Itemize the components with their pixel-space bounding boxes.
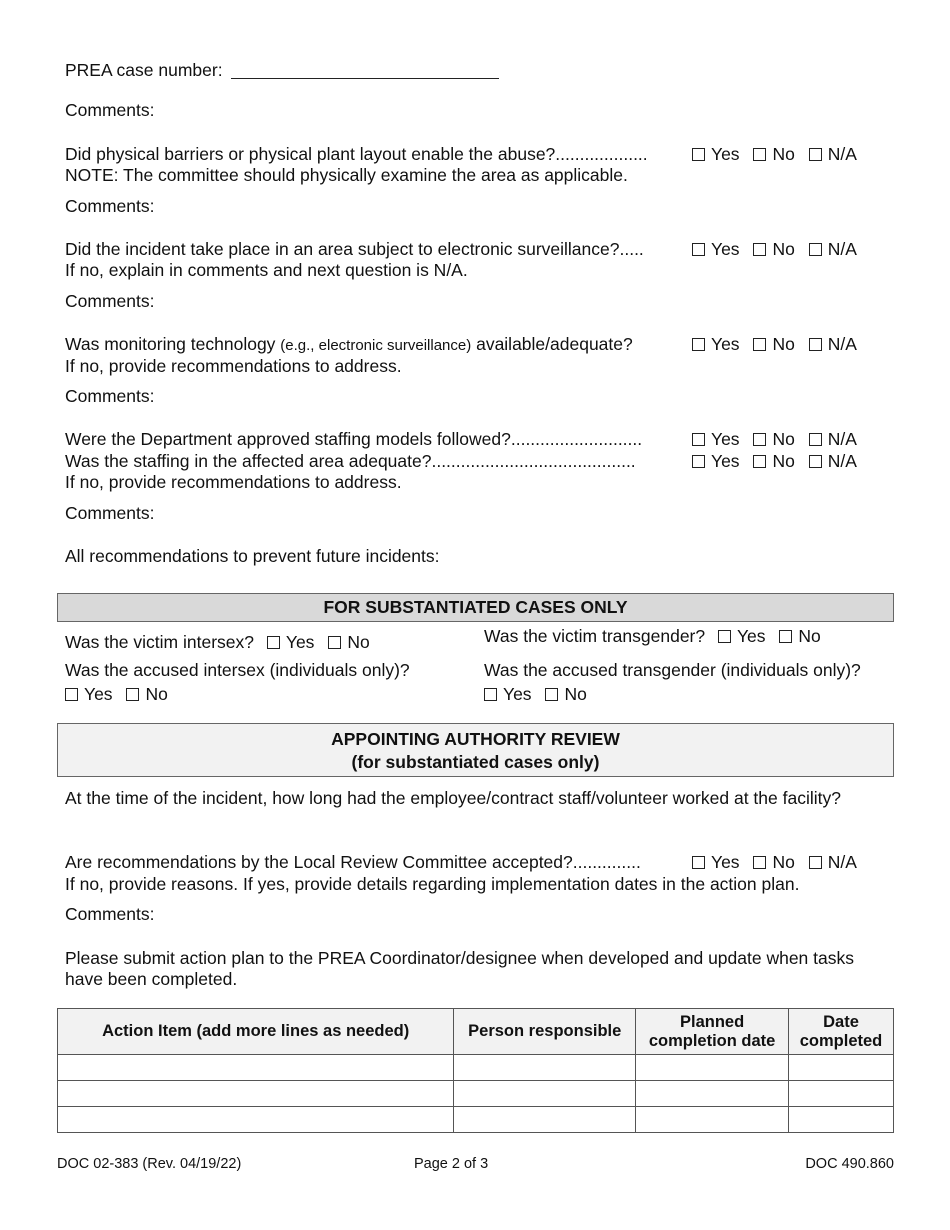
checkbox-icon[interactable] (779, 630, 792, 643)
options-recommendations-accepted (692, 852, 857, 873)
option-no[interactable]: No (753, 334, 794, 355)
option-no[interactable]: No (753, 144, 794, 165)
option-yes[interactable]: Yes (692, 429, 740, 450)
options-surveillance (692, 239, 857, 260)
completed-date-cell[interactable] (789, 1055, 894, 1081)
checkbox-icon[interactable] (65, 688, 78, 701)
option-no[interactable]: No (753, 239, 794, 260)
option-yes[interactable]: Yes (692, 451, 740, 472)
footer-policy-number: DOC 490.860 (805, 1156, 894, 1172)
checkbox-icon[interactable] (809, 455, 822, 468)
note-recommendations: If no, provide reasons. If yes, provide details regarding implementation dates in the action plan. (65, 874, 800, 894)
action-plan-table (57, 1008, 894, 1133)
checkbox-icon[interactable] (692, 243, 705, 256)
accused-intersex-options (65, 684, 168, 705)
option-na[interactable]: N/A (809, 852, 857, 873)
question-staffing-models: Were the Department approved staffing models followed?........................... (65, 429, 643, 449)
option-no[interactable]: No (126, 684, 167, 705)
case-number-row (65, 60, 499, 81)
comments-label: Comments: (65, 503, 155, 523)
recommendations-label: All recommendations to prevent future incidents: (65, 546, 440, 566)
checkbox-icon[interactable] (545, 688, 558, 701)
appointing-authority-title: APPOINTING AUTHORITY REVIEW (331, 729, 620, 749)
table-row (58, 1055, 894, 1081)
checkbox-icon[interactable] (753, 243, 766, 256)
checkbox-icon[interactable] (753, 433, 766, 446)
checkbox-icon[interactable] (753, 338, 766, 351)
question-physical-barriers: Did physical barriers or physical plant layout enable the abuse?................... (65, 144, 648, 164)
options-staffing-models (692, 429, 857, 450)
option-no[interactable]: No (753, 429, 794, 450)
planned-date-cell[interactable] (636, 1055, 789, 1081)
question-recommendations-accepted: Are recommendations by the Local Review Committee accepted?.............. (65, 852, 641, 872)
victim-intersex-row (65, 632, 370, 653)
option-yes[interactable]: Yes (692, 239, 740, 260)
header-person-responsible: Person responsible (454, 1009, 636, 1055)
checkbox-icon[interactable] (809, 243, 822, 256)
option-yes[interactable]: Yes (65, 684, 113, 705)
option-na[interactable]: N/A (809, 334, 857, 355)
victim-transgender-question: Was the victim transgender? (484, 626, 706, 646)
checkbox-icon[interactable] (484, 688, 497, 701)
completed-date-cell[interactable] (789, 1081, 894, 1107)
option-yes[interactable]: Yes (267, 632, 315, 653)
option-na[interactable]: N/A (809, 239, 857, 260)
options-staffing-adequate (692, 451, 857, 472)
option-yes[interactable]: Yes (692, 334, 740, 355)
comments-label: Comments: (65, 100, 155, 120)
submit-instructions: Please submit action plan to the PREA Coordinator/designee when developed and update when tasks have been completed. (65, 948, 854, 989)
option-yes[interactable]: Yes (692, 852, 740, 873)
header-action-item: Action Item (add more lines as needed) (58, 1009, 454, 1055)
note-staffing: If no, provide recommendations to address. (65, 472, 402, 492)
option-na[interactable]: N/A (809, 429, 857, 450)
option-no[interactable]: No (753, 852, 794, 873)
action-item-cell[interactable] (58, 1055, 454, 1081)
planned-date-cell[interactable] (636, 1107, 789, 1133)
options-physical-barriers (692, 144, 857, 165)
appointing-authority-subtitle: (for substantiated cases only) (351, 752, 600, 772)
header-planned-completion: Planned completion date (636, 1009, 789, 1055)
checkbox-icon[interactable] (809, 148, 822, 161)
substantiated-title: FOR SUBSTANTIATED CASES ONLY (323, 597, 628, 617)
options-monitoring (692, 334, 857, 355)
action-item-cell[interactable] (58, 1107, 454, 1133)
question-monitoring: Was monitoring technology (e.g., electronic surveillance) available/adequate? (65, 334, 633, 354)
checkbox-icon[interactable] (753, 856, 766, 869)
checkbox-icon[interactable] (692, 856, 705, 869)
checkbox-icon[interactable] (753, 148, 766, 161)
table-row (58, 1107, 894, 1133)
checkbox-icon[interactable] (126, 688, 139, 701)
note-monitoring: If no, provide recommendations to address. (65, 356, 402, 376)
option-no[interactable]: No (545, 684, 586, 705)
checkbox-icon[interactable] (718, 630, 731, 643)
checkbox-icon[interactable] (267, 636, 280, 649)
footer-page-number: Page 2 of 3 (414, 1156, 489, 1172)
person-cell[interactable] (454, 1081, 636, 1107)
comments-label: Comments: (65, 291, 155, 311)
checkbox-icon[interactable] (692, 455, 705, 468)
planned-date-cell[interactable] (636, 1081, 789, 1107)
option-no[interactable]: No (753, 451, 794, 472)
footer-form-number: DOC 02-383 (Rev. 04/19/22) (57, 1156, 242, 1172)
victim-intersex-question: Was the victim intersex? (65, 632, 254, 652)
option-no[interactable]: No (328, 632, 369, 653)
appointing-authority-banner (57, 723, 894, 777)
comments-label: Comments: (65, 904, 155, 924)
option-yes[interactable]: Yes (718, 626, 766, 647)
note-physical-barriers: NOTE: The committee should physically examine the area as applicable. (65, 165, 628, 185)
checkbox-icon[interactable] (692, 433, 705, 446)
case-number-label: PREA case number: (65, 60, 223, 80)
checkbox-icon[interactable] (692, 148, 705, 161)
option-no[interactable]: No (779, 626, 820, 647)
checkbox-icon[interactable] (692, 338, 705, 351)
option-na[interactable]: N/A (809, 144, 857, 165)
option-na[interactable]: N/A (809, 451, 857, 472)
checkbox-icon[interactable] (809, 856, 822, 869)
action-item-cell[interactable] (58, 1081, 454, 1107)
substantiated-banner (57, 593, 894, 622)
victim-transgender-row (484, 626, 821, 647)
checkbox-icon[interactable] (809, 338, 822, 351)
accused-intersex-question: Was the accused intersex (individuals only)? (65, 660, 410, 680)
person-cell[interactable] (454, 1107, 636, 1133)
tenure-question: At the time of the incident, how long had the employee/contract staff/volunteer worked at the facility? (65, 788, 841, 808)
action-table-header (58, 1009, 894, 1055)
person-cell[interactable] (454, 1055, 636, 1081)
accused-transgender-options (484, 684, 587, 705)
accused-transgender-question: Was the accused transgender (individuals only)? (484, 660, 861, 680)
comments-label: Comments: (65, 386, 155, 406)
question-surveillance: Did the incident take place in an area subject to electronic surveillance?..... (65, 239, 644, 259)
case-number-field[interactable] (231, 62, 499, 79)
completed-date-cell[interactable] (789, 1107, 894, 1133)
option-yes[interactable]: Yes (692, 144, 740, 165)
header-date-completed: Date completed (789, 1009, 894, 1055)
checkbox-icon[interactable] (753, 455, 766, 468)
checkbox-icon[interactable] (328, 636, 341, 649)
option-yes[interactable]: Yes (484, 684, 532, 705)
checkbox-icon[interactable] (809, 433, 822, 446)
table-row (58, 1081, 894, 1107)
note-surveillance: If no, explain in comments and next question is N/A. (65, 260, 468, 280)
comments-label: Comments: (65, 196, 155, 216)
question-staffing-adequate: Was the staffing in the affected area adequate?.......................................... (65, 451, 636, 471)
